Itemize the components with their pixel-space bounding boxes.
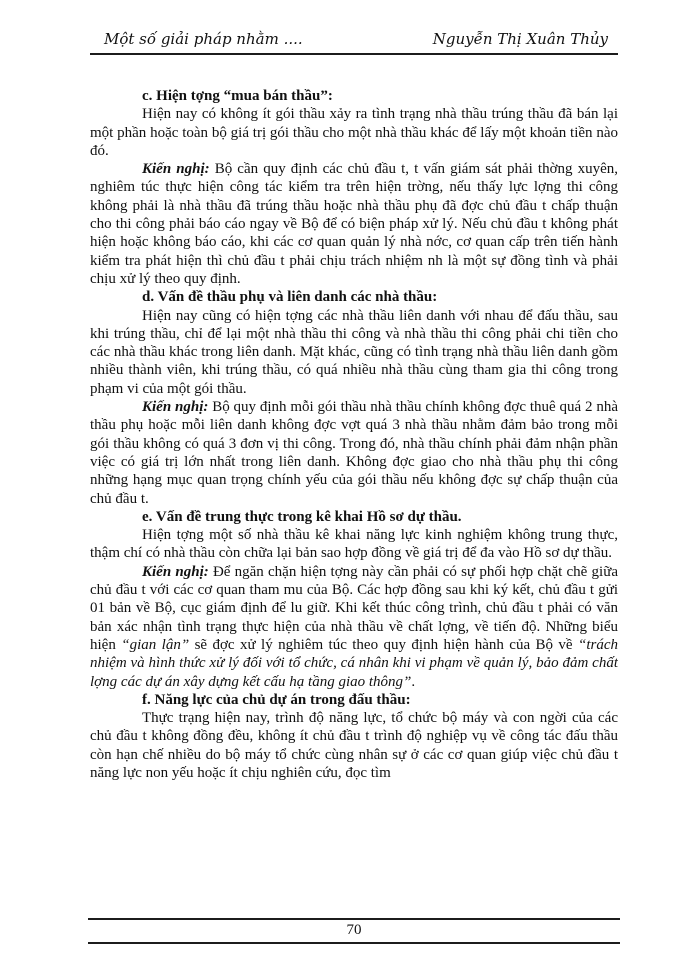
section-heading <box>90 87 618 105</box>
text-segment: Kiến nghị: <box>142 399 209 416</box>
text-segment: Để ngăn chặn hiện tợng này cần phải có sự phối hợp chặt chẽ giữa chủ đầu t với các cơ quan tham mu của Bộ. Các hợp đồng sau khi ký kết, chủ đầu t gửi 01 bản về Bộ, cục giám định để lu giữ. Khi kết thúc công trình, chủ đầu t phải có văn bản xác nhận tình trạng thực hiện của nhà thầu về chất lợng, về tiến độ. Những biểu hiện <box>90 563 618 653</box>
page-header <box>90 30 618 53</box>
paragraph <box>90 563 618 691</box>
text-segment: Bộ cần quy định các chủ đầu t, t vấn giám sát phải thờng xuyên, nghiêm túc thực hiện công tác kiểm tra trên hiện trờng, nếu thấy lực lợng thi công không phải là nhà thầu đã trúng thầu hoặc nhà thầu phụ đã đợc chủ đầu t chấp thuận cho thi công phải báo cáo ngay về Bộ để có biện pháp xử lý. Nếu chủ đầu t không phát hiện hoặc không báo cáo, khi các cơ quan quản lý nhà nớc, cơ quan cấp trên tiến hành kiểm tra phát hiện thì chủ đầu t phải chịu trách nhiệm nh là một sự đồng tình và phải chịu xử lý theo quy định. <box>90 161 618 287</box>
text-segment: “gian lận” <box>121 636 190 653</box>
section-heading <box>90 508 618 526</box>
page-number: 70 <box>346 922 362 938</box>
text-segment: sẽ đợc xử lý nghiêm túc theo quy định hiện hành của Bộ về <box>189 636 578 653</box>
paragraph <box>90 105 618 160</box>
text-segment: Bộ quy định mỗi gói thầu nhà thầu chính không đợc thuê quá 2 nhà thầu phụ hoặc mỗi liên danh không đợc vợt quá 3 nhà thầu nhằm đảm bảo trong mỗi gói thầu không có quá 3 đơn vị thi công. Trong đó, nhà thầu chính phải đảm nhận phần việc có giá trị lớn nhất trong liên danh. Không đợc giao cho nhà thầu phụ thi công những hạng mục quan trọng chính yếu của gói thầu nếu không đợc sự chấp thuận của chủ đầu t. <box>90 399 618 507</box>
section-heading <box>90 691 618 709</box>
text-segment: Hiện nay có không ít gói thầu xảy ra tình trạng nhà thầu trúng thầu đã bán lại một phần hoặc toàn bộ giá trị gói thầu cho một nhà thầu khác để lấy một khoản tiền nào đó. <box>90 106 618 159</box>
text-segment: Kiến nghị: <box>142 563 209 580</box>
text-segment: Hiện nay cũng có hiện tợng các nhà thầu liên danh với nhau để đấu thầu, sau khi trúng thầu, chỉ để lại một nhà thầu thi công và nhà thầu thi công phải chi tiền cho các nhà thầu khác trong liên danh. Mặt khác, cũng có tình trạng nhà thầu liên danh gồm nhiều thành viên, khi trúng thầu, có quá nhiều nhà thầu cùng tham gia thi công trong phạm vi của một gói thầu. <box>90 307 618 397</box>
header-author: Nguyễn Thị Xuân Thủy <box>432 30 608 48</box>
text-segment: d. Vấn đề thầu phụ và liên danh các nhà thầu: <box>142 289 438 306</box>
text-segment: c. Hiện tợng “mua bán thầu”: <box>142 88 333 104</box>
paragraph <box>90 526 618 563</box>
page-footer <box>88 918 620 944</box>
document-body <box>90 87 618 893</box>
text-segment: Hiện tợng một số nhà thầu kê khai năng lực kinh nghiệm không trung thực, thậm chí có nhà thầu còn chữa lại bản sao hợp đồng về giá trị để đa vào Hồ sơ dự thầu. <box>90 527 618 562</box>
text-segment: Kiến nghị: <box>142 161 210 178</box>
footer-rule-bottom <box>88 942 620 944</box>
paragraph <box>90 398 618 508</box>
header-rule <box>90 53 618 55</box>
section-heading <box>90 288 618 306</box>
text-segment: . <box>411 673 416 690</box>
text-segment: Thực trạng hiện nay, trình độ năng lực, tổ chức bộ máy và con ngời của các chủ đầu t không đồng đều, không ít chủ đầu t trình độ nghiệp vụ về công tác đấu thầu còn hạn chế nhiều do bộ máy tổ chức cùng nhân sự ở các cơ quan giúp việc chủ đầu t năng lực non yếu hoặc ít chịu nghiên cứu, đọc tìm <box>90 710 618 781</box>
text-segment: e. Vấn đề trung thực trong kê khai Hồ sơ dự thầu. <box>142 508 462 525</box>
paragraph <box>90 709 618 782</box>
paragraph <box>90 307 618 398</box>
text-segment: “trách nhiệm và hình thức xử lý đối với tổ chức, cá nhân khi vi phạm về quản lý, bảo đảm chất lợng các dự án xây dựng kết cấu hạ tầng giao thông” <box>90 636 618 690</box>
paragraph <box>90 160 618 288</box>
header-running-title: Một số giải pháp nhằm .... <box>104 30 303 48</box>
text-segment: f. Năng lực của chủ dự án trong đấu thầu: <box>142 691 411 708</box>
